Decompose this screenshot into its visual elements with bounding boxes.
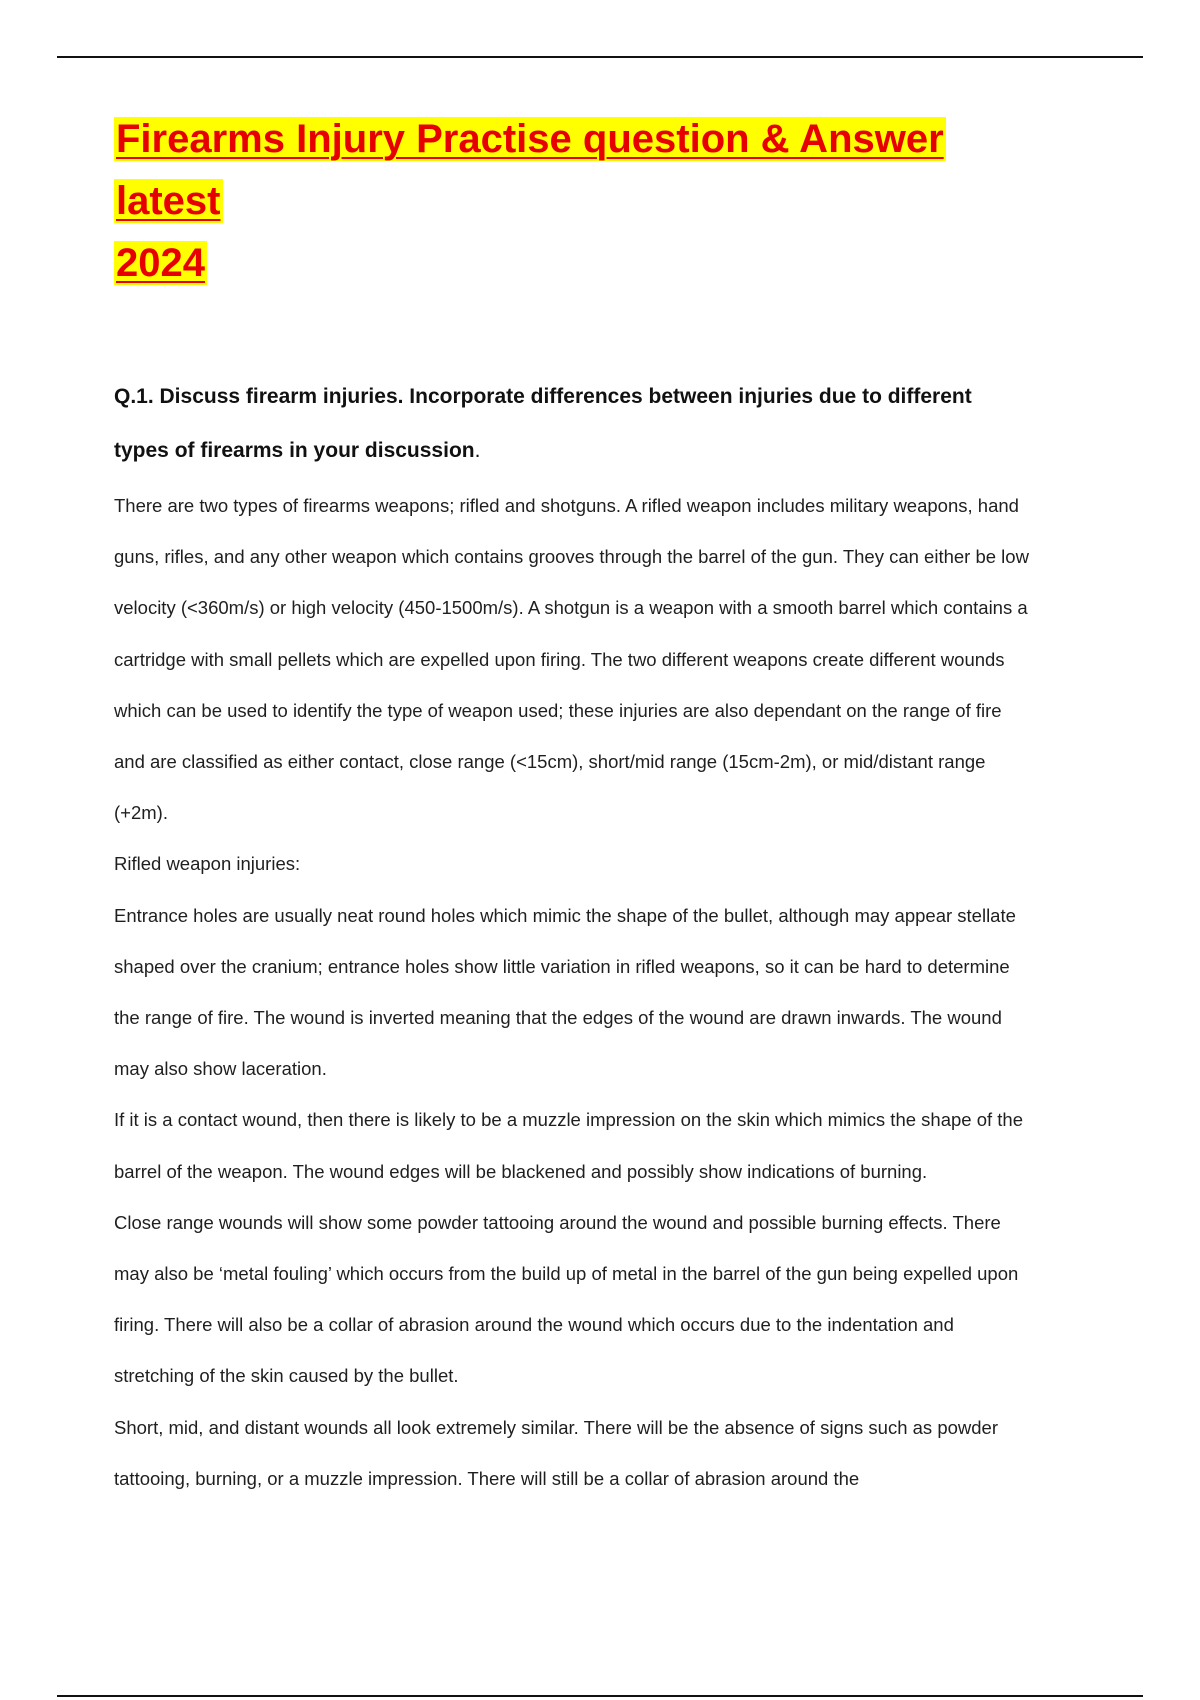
paragraph-short-mid-distant: Short, mid, and distant wounds all look extremely similar. There will be the absence of signs such as powder tattooing, burning, or a muzzle impression. There will still be a collar of abrasion around the	[114, 1416, 998, 1489]
document-title	[114, 108, 1054, 294]
document-page	[114, 108, 1054, 1504]
title-line-2: 2024	[116, 241, 205, 285]
paragraph-close-range: Close range wounds will show some powder tattooing around the wound and possible burning effects. There may also be ‘metal fouling’ which occurs from the build up of metal in the barrel of the gun being expelled upon firing. There will also be a collar of abrasion around the wound which occurs due to the indentation and stretching of the skin caused by the bullet.	[114, 1211, 1019, 1387]
answer-body	[114, 480, 1054, 1504]
paragraph-intro: There are two types of firearms weapons; rifled and shotguns. A rifled weapon includes military weapons, hand guns, rifles, and any other weapon which contains grooves through the barrel of the gun. They can either be low velocity (<360m/s) or high velocity (450-1500m/s). A shotgun is a weapon with a smooth barrel which contains a cartridge with small pellets which are expelled upon firing. The two different weapons create different wounds which can be used to identify the type of weapon used; these injuries are also dependant on the range of fire and are classified as either contact, close range (<15cm), short/mid range (15cm-2m), or mid/distant range (+2m).	[114, 495, 1029, 824]
question-tail: .	[474, 439, 481, 462]
paragraph-entrance-holes: Entrance holes are usually neat round holes which mimic the shape of the bullet, although may appear stellate shaped over the cranium; entrance holes show little variation in rifled weapons, so it can be hard to determine the range of fire. The wound is inverted meaning that the edges of the wound are drawn inwards. The wound may also show laceration.	[114, 904, 1016, 1080]
title-line-1: Firearms Injury Practise question & Answer latest	[116, 117, 944, 223]
footer-rule	[57, 1695, 1143, 1697]
paragraph-rifled-heading: Rifled weapon injuries:	[114, 853, 301, 875]
question-heading	[114, 370, 974, 478]
paragraph-contact-wound: If it is a contact wound, then there is likely to be a muzzle impression on the skin which mimics the shape of the barrel of the weapon. The wound edges will be blackened and possibly show indications of burning.	[114, 1109, 1023, 1182]
question-text: Q.1. Discuss firearm injuries. Incorporate differences between injuries due to different types of firearms in your discussion	[114, 385, 972, 462]
header-rule	[57, 56, 1143, 58]
